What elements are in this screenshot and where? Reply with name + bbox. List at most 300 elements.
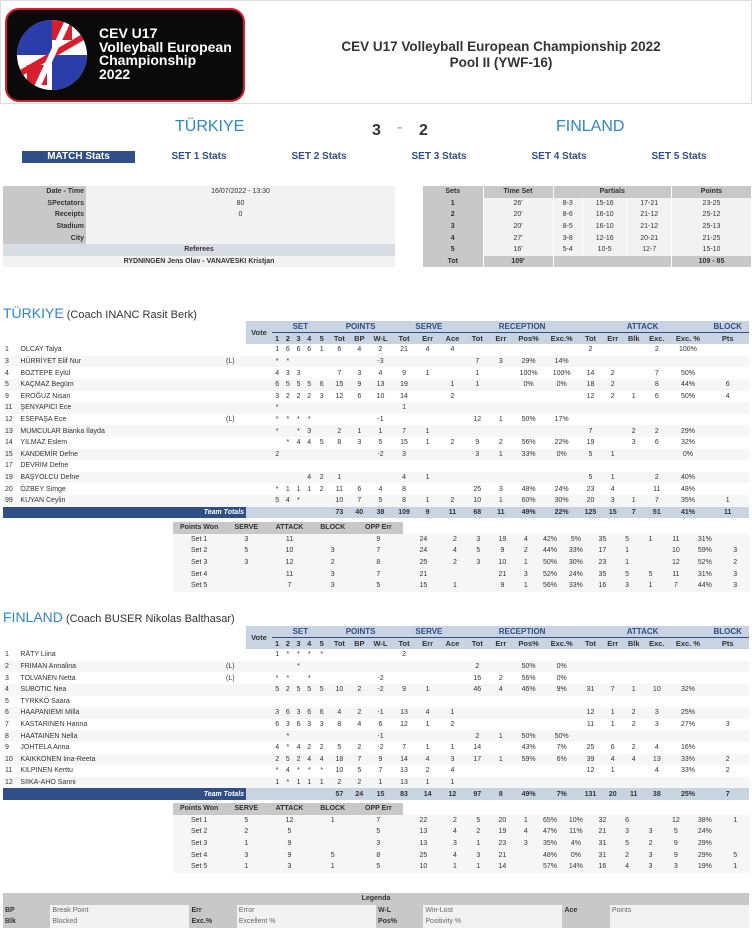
stat-value	[639, 557, 662, 569]
points-won-column: OPP Err	[354, 522, 403, 534]
stat-value: 6	[282, 707, 293, 719]
stat-value: 12	[267, 815, 311, 827]
tab-set-4-stats[interactable]: SET 4 Stats	[531, 151, 587, 162]
stat-value: 47%	[538, 826, 563, 838]
stat-column-label: Tot	[329, 638, 350, 650]
stat-value	[706, 707, 749, 719]
stat-value: 50%	[545, 730, 579, 742]
stat-value: 9	[662, 849, 689, 861]
total-value: 38	[369, 507, 393, 519]
stat-value: 4	[304, 472, 315, 484]
set-label: Set 5	[173, 861, 225, 873]
player-row[interactable]	[3, 661, 749, 673]
libero-tag	[215, 684, 246, 696]
stat-value	[350, 449, 369, 461]
player-row[interactable]	[3, 754, 749, 766]
stat-value: 11%	[562, 826, 589, 838]
player-number: 1	[5, 346, 9, 354]
stat-value: 25	[586, 744, 595, 752]
stat-value	[329, 661, 350, 673]
stat-value: 1	[466, 379, 490, 391]
stat-value: 5	[369, 495, 393, 507]
player-row[interactable]	[3, 344, 749, 356]
stat-column-label: Pos%	[513, 333, 545, 345]
stat-value	[545, 344, 579, 356]
stat-value: 4	[282, 495, 293, 507]
points-won-column: SERVE	[225, 522, 267, 534]
stat-column-label: W-L	[369, 638, 393, 650]
player-row[interactable]	[3, 765, 749, 777]
stat-value: 3	[514, 568, 537, 580]
stat-value: 4	[296, 439, 301, 447]
stat-value: 0%	[545, 379, 579, 391]
info-label: Receipts	[3, 209, 86, 221]
stat-value: 52%	[538, 568, 563, 580]
stat-value: 5	[378, 439, 383, 447]
away-team-name[interactable]: FINLAND	[556, 118, 625, 135]
stat-value: 2	[654, 346, 659, 354]
player-row[interactable]	[3, 696, 749, 708]
stat-value: *	[272, 356, 283, 368]
tab-match-stats[interactable]: MATCH Stats	[22, 151, 135, 163]
stat-value: 5	[272, 495, 283, 507]
stat-value: 24%	[562, 568, 589, 580]
stat-value	[579, 696, 603, 708]
player-row[interactable]	[3, 684, 749, 696]
stat-value	[706, 472, 749, 484]
header-blank	[18, 626, 214, 638]
total-value	[272, 507, 283, 519]
info-label: City	[3, 232, 86, 244]
info-label: Date - Time	[3, 186, 86, 198]
player-row[interactable]	[3, 460, 749, 472]
stat-value: *	[286, 416, 290, 424]
stat-value	[293, 449, 304, 461]
legend-meaning: Excellent %	[237, 916, 376, 928]
stat-value: 2	[425, 767, 430, 775]
stat-value	[315, 460, 329, 472]
stat-value: 3	[466, 534, 491, 546]
player-row[interactable]	[3, 483, 749, 495]
stat-value: 1	[498, 416, 503, 424]
set-points-row	[173, 849, 750, 861]
legend-meaning: Positivity %	[423, 916, 562, 928]
stat-value: 3	[285, 369, 290, 377]
stat-value	[545, 460, 579, 472]
stat-value: 2	[285, 392, 290, 400]
player-number: 11	[3, 402, 18, 414]
stat-value: 0%	[556, 674, 567, 682]
stat-value	[489, 765, 513, 777]
stat-column-label: Tot	[579, 638, 603, 650]
stat-value	[329, 696, 350, 708]
stat-value: 31%	[689, 534, 720, 546]
player-row[interactable]	[3, 707, 749, 719]
stat-value: 4	[623, 754, 644, 766]
home-coach-line	[3, 305, 197, 321]
tab-set-2-stats[interactable]: SET 2 Stats	[291, 151, 347, 162]
stat-value	[439, 472, 465, 484]
tab-set-1-stats[interactable]: SET 1 Stats	[171, 151, 227, 162]
player-name: KAÇMAZ Begüm	[18, 379, 214, 391]
match-header	[0, 0, 752, 104]
total-value: 97	[466, 788, 490, 800]
legend-meaning: Break Point	[50, 905, 189, 917]
stat-value: 3	[307, 721, 312, 729]
stat-value: 3	[312, 545, 354, 557]
stat-column-label: Err	[489, 638, 513, 650]
player-row[interactable]	[3, 472, 749, 484]
total-value: 41%	[670, 507, 707, 519]
stat-value	[579, 661, 603, 673]
stat-value	[246, 460, 272, 472]
vote-header: Vote	[246, 321, 272, 344]
stat-value: 13	[403, 838, 444, 850]
stat-value: 2	[466, 730, 490, 742]
player-row[interactable]	[3, 379, 749, 391]
stat-value: 21	[403, 568, 444, 580]
stat-value: 12	[400, 721, 408, 729]
stat-value: 1	[416, 777, 440, 789]
stat-value	[369, 696, 393, 708]
stat-value: 5	[662, 826, 689, 838]
stat-value	[644, 696, 669, 708]
stat-value: 7%	[556, 744, 567, 752]
player-row[interactable]	[3, 449, 749, 461]
stat-value: 6	[357, 485, 362, 493]
stat-value: 6	[285, 346, 290, 354]
player-row[interactable]	[3, 730, 749, 742]
stat-value: 2	[631, 744, 636, 752]
stat-value: 1	[296, 485, 301, 493]
stat-column-label: Blk	[623, 638, 644, 650]
stat-value: 5	[304, 379, 315, 391]
stat-value	[246, 344, 272, 356]
legend-row	[3, 916, 749, 928]
stat-value: 12	[662, 557, 689, 569]
stat-value	[439, 661, 465, 673]
stat-value	[293, 402, 304, 414]
stat-value: 3	[466, 557, 491, 569]
stat-value	[602, 730, 623, 742]
stat-value: 4	[514, 826, 537, 838]
player-number: 15	[3, 449, 18, 461]
stat-value: 1	[329, 472, 350, 484]
total-value: 15	[602, 507, 623, 519]
stat-value: 1	[293, 777, 304, 789]
stat-value: 23	[589, 557, 615, 569]
stat-value	[246, 661, 272, 673]
stat-column-label: Exc.%	[545, 333, 579, 345]
stat-value: 3	[312, 568, 354, 580]
stat-value	[623, 344, 644, 356]
stat-value: 5	[579, 449, 603, 461]
stat-value: 11	[586, 721, 595, 729]
tab-set-3-stats[interactable]: SET 3 Stats	[411, 151, 467, 162]
stat-value	[246, 472, 272, 484]
player-number: 99	[3, 495, 18, 507]
player-row[interactable]	[3, 719, 749, 731]
player-row[interactable]	[3, 649, 749, 661]
stat-value	[706, 367, 749, 379]
stat-value	[444, 568, 466, 580]
stat-value: 3	[293, 707, 304, 719]
stat-value	[350, 402, 369, 414]
stat-value: 4	[296, 744, 301, 752]
away-coach-line	[3, 609, 235, 625]
stat-value: 1	[439, 707, 465, 719]
stat-value: -2	[377, 744, 384, 752]
player-row[interactable]	[3, 672, 749, 684]
player-number: 5	[3, 379, 18, 391]
player-row[interactable]	[3, 367, 749, 379]
stat-column-label: Tot	[466, 333, 490, 345]
stat-value: 3	[639, 861, 662, 873]
stat-value: 2	[450, 439, 455, 447]
stat-value	[246, 437, 272, 449]
stat-value	[246, 391, 272, 403]
stat-value	[466, 402, 490, 414]
stat-value: 31	[589, 849, 615, 861]
stat-value: 2	[225, 826, 267, 838]
stat-value: 2	[293, 754, 304, 766]
stat-value	[225, 580, 267, 592]
player-row[interactable]	[3, 391, 749, 403]
legend-key: Blk	[3, 916, 50, 928]
stat-value	[670, 402, 707, 414]
stat-value: 4	[615, 861, 638, 873]
stat-value: 4	[654, 744, 659, 752]
legend-meaning: Error	[237, 905, 376, 917]
tab-set-5-stats[interactable]: SET 5 Stats	[651, 151, 707, 162]
stat-value: 5%	[562, 534, 589, 546]
stat-value	[293, 730, 304, 742]
stat-value: 4	[725, 392, 730, 400]
stat-value: 2	[350, 777, 369, 789]
stat-value: 6	[610, 744, 615, 752]
team-totals-label: Team Totals	[3, 507, 246, 519]
player-row[interactable]	[3, 414, 749, 426]
points-won-column: Points Won	[173, 522, 225, 534]
stat-value: 1	[615, 545, 638, 557]
stat-value: 59%	[689, 545, 720, 557]
stat-value	[392, 730, 416, 742]
stat-value	[602, 649, 623, 661]
stat-value: 19	[491, 826, 514, 838]
stat-value: 1	[369, 425, 393, 437]
stat-value: *	[275, 416, 279, 424]
stat-value: 5	[272, 684, 283, 696]
stat-value: 13	[403, 826, 444, 838]
stat-value: 13	[392, 777, 416, 789]
stat-value: 11	[653, 485, 661, 493]
stat-value: 4	[425, 346, 430, 354]
libero-tag	[215, 437, 246, 449]
stat-column-label: Pts	[706, 638, 749, 650]
referees-label: Referees	[3, 244, 395, 256]
stat-value: 5	[615, 838, 638, 850]
stat-value: 9	[491, 545, 514, 557]
total-value: 40	[350, 507, 369, 519]
stat-value: 8	[337, 439, 342, 447]
stat-value	[246, 777, 272, 789]
stat-value	[545, 719, 579, 731]
stat-value: -1	[369, 707, 393, 719]
stat-value	[282, 696, 293, 708]
stat-value	[304, 495, 315, 507]
info-label: SPectators	[3, 198, 86, 210]
stat-value: 2	[350, 707, 369, 719]
stat-value: 44%	[670, 379, 707, 391]
stat-value: 2	[466, 661, 490, 673]
stat-value	[439, 649, 465, 661]
stat-value	[369, 649, 393, 661]
total-value: 11	[623, 788, 644, 800]
player-row[interactable]	[3, 425, 749, 437]
set-partial: 21-12	[627, 221, 672, 233]
stat-value	[579, 414, 603, 426]
set-points: 15-10	[672, 244, 752, 256]
championship-logo	[5, 8, 245, 102]
stat-value: 1	[425, 369, 430, 377]
stat-value	[315, 730, 329, 742]
stat-value	[225, 568, 267, 580]
home-team-name[interactable]: TÜRKIYE	[175, 118, 245, 135]
stat-value: 2	[588, 346, 593, 354]
player-row[interactable]	[3, 495, 749, 507]
stat-value	[644, 730, 669, 742]
stat-value: 29%	[670, 425, 707, 437]
set-partial: 21-12	[627, 209, 672, 221]
player-name: BAŞYOLCU Defne	[18, 472, 214, 484]
legend-key: W-L	[376, 905, 423, 917]
stat-value	[579, 672, 603, 684]
stat-value	[304, 356, 315, 368]
stat-value: 20	[579, 495, 603, 507]
player-number: 4	[3, 684, 18, 696]
player-number: 12	[3, 777, 18, 789]
player-row[interactable]	[3, 742, 749, 754]
stat-column-label: Ace	[439, 638, 465, 650]
stats-group-header	[3, 321, 749, 333]
stat-value	[293, 672, 304, 684]
stat-value	[246, 707, 272, 719]
volleyball-flag-icon	[17, 20, 87, 90]
stat-column-label: 5	[315, 333, 329, 345]
stat-value	[513, 696, 545, 708]
stat-value: 4	[378, 369, 383, 377]
total-value: 14	[416, 788, 440, 800]
stat-group-header: SET	[272, 626, 329, 638]
player-row[interactable]	[3, 356, 749, 368]
stat-value: 3	[225, 534, 267, 546]
stat-value	[246, 495, 272, 507]
stat-value: 3	[392, 449, 416, 461]
stat-value	[706, 696, 749, 708]
stat-value: 32%	[680, 439, 695, 447]
player-number: 4	[5, 369, 9, 377]
player-name: TYRKKÖ Saara	[20, 697, 70, 705]
header-blank	[3, 638, 18, 650]
stat-value: 7	[378, 767, 383, 775]
stat-value: 33%	[513, 449, 545, 461]
player-row[interactable]	[3, 437, 749, 449]
set-partial: 10-5	[582, 244, 627, 256]
player-row[interactable]	[3, 402, 749, 414]
stat-value: 7	[354, 545, 403, 557]
stat-column-label: Tot	[579, 333, 603, 345]
stat-value: 1	[444, 861, 466, 873]
stat-value	[466, 344, 490, 356]
stat-value	[623, 765, 644, 777]
stat-value	[439, 402, 465, 414]
stat-value: 22	[403, 815, 444, 827]
team-totals-row	[3, 788, 749, 800]
stat-value	[369, 661, 393, 673]
stat-value: 5	[579, 472, 603, 484]
stat-value	[513, 719, 545, 731]
player-row[interactable]	[3, 777, 749, 789]
stat-value	[282, 402, 293, 414]
stat-group-header: ATTACK	[579, 626, 707, 638]
stat-value	[706, 730, 749, 742]
stat-value: 3	[444, 838, 466, 850]
stat-value	[293, 472, 304, 484]
stat-value: 10	[466, 495, 490, 507]
stat-column-label: 2	[282, 638, 293, 650]
points-header: Points	[672, 186, 752, 198]
set-partial: 12-16	[582, 232, 627, 244]
set-row	[423, 221, 752, 233]
stat-value: 3	[644, 707, 669, 719]
stat-value: 1	[312, 861, 354, 873]
stat-value: 2	[402, 651, 406, 659]
stat-value: 1	[615, 557, 638, 569]
stat-value	[439, 356, 465, 368]
stat-group-header: SERVE	[392, 626, 465, 638]
stat-value	[545, 425, 579, 437]
stat-group-header: RECEPTION	[466, 321, 579, 333]
stat-column-label: Err	[602, 638, 623, 650]
stat-value: 1	[489, 754, 513, 766]
stat-value: 1	[450, 744, 455, 752]
stat-value	[602, 661, 623, 673]
stat-value	[579, 460, 603, 472]
stat-value: 3	[514, 838, 537, 850]
home-team-label: TÜRKIYE	[3, 305, 64, 321]
set-points-row	[173, 826, 750, 838]
stat-value: 3	[296, 369, 301, 377]
stat-column-label: Exc.	[644, 333, 669, 345]
home-score: 3	[372, 122, 381, 139]
player-name: ÖZBEY Simge	[20, 485, 66, 493]
stat-column-label: Tot	[392, 638, 416, 650]
stat-value: 10	[267, 545, 311, 557]
stat-value: 3	[357, 439, 362, 447]
libero-tag	[215, 344, 246, 356]
stat-value: 6	[315, 707, 329, 719]
set-points-row	[173, 861, 750, 873]
set-partial: 8-3	[553, 198, 582, 210]
set-points-row	[173, 580, 750, 592]
stat-value: 4	[304, 754, 315, 766]
stat-value: 0%	[670, 449, 707, 461]
stat-value	[720, 838, 750, 850]
stat-value: 1	[514, 815, 537, 827]
stat-value	[489, 402, 513, 414]
stat-value: 5	[354, 826, 403, 838]
set-number: 1	[423, 198, 483, 210]
